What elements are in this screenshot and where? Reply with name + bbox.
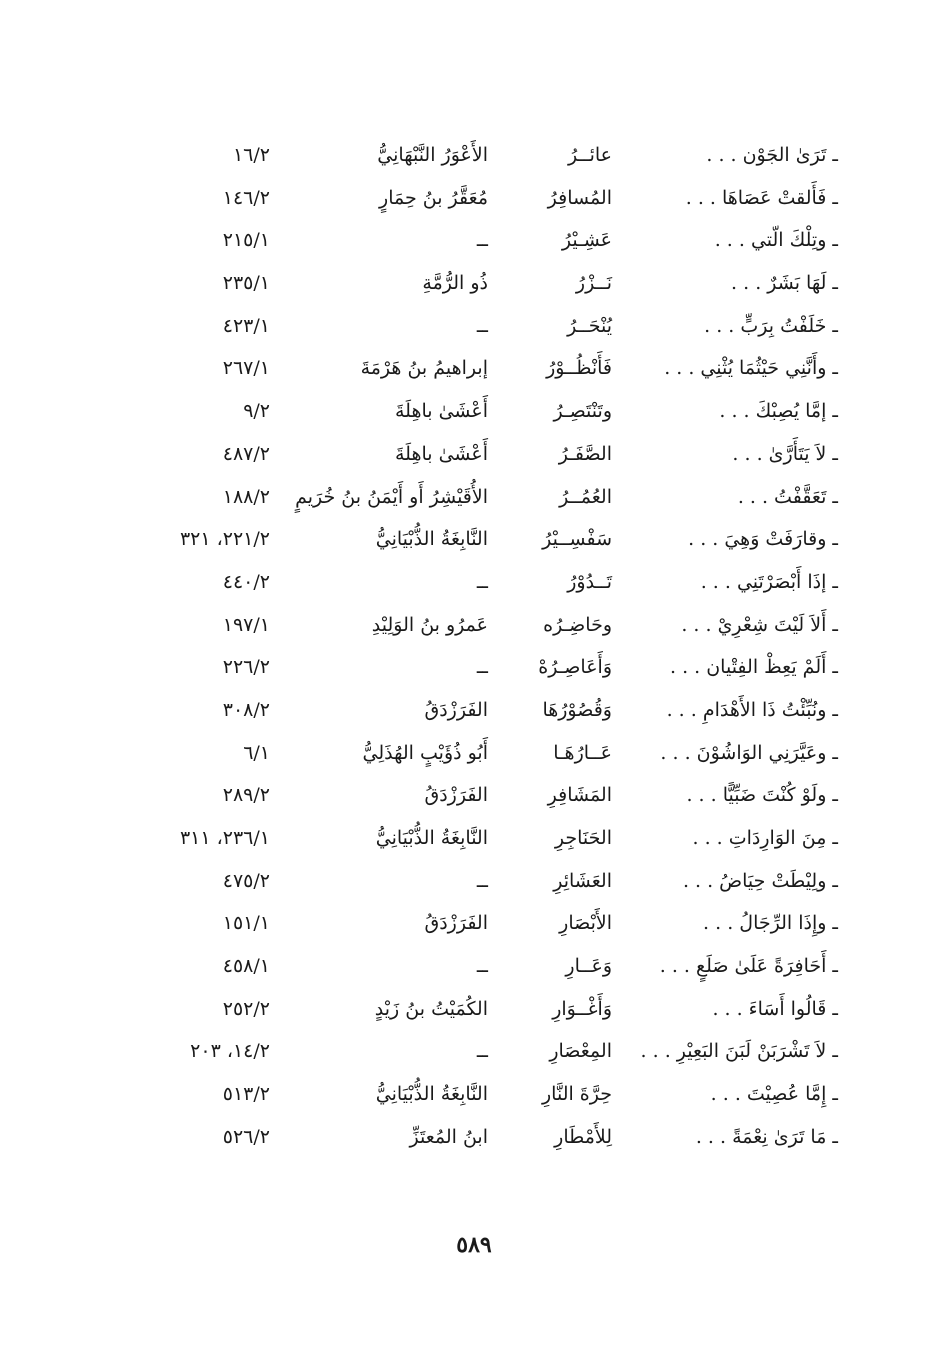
verse-opening: ـ ولِيْطَتْ حِيَاضُ . . . bbox=[682, 869, 838, 892]
index-row bbox=[150, 435, 850, 478]
poet-name: ــ bbox=[476, 656, 488, 679]
rhyme-word: يُنْحَــرُ bbox=[567, 314, 612, 337]
rhyme-word: لِلأَمْطَارِ bbox=[554, 1125, 612, 1148]
page-reference: ٥١٣/٢ bbox=[222, 1083, 270, 1106]
poet-name: ابنُ المُعتَزِّ bbox=[409, 1125, 488, 1148]
page-reference: ١٨٨/٢ bbox=[222, 485, 270, 508]
page-reference: ٢٦٧/١ bbox=[222, 357, 270, 380]
verse-opening: ـ مِنَ الوَارِدَاتِ . . . bbox=[692, 827, 838, 849]
rhyme-word: وَعَــارِ bbox=[565, 955, 612, 978]
verse-opening: ـ مَا تَرَىٰ نِعْمَةً . . . bbox=[695, 1125, 838, 1148]
page-reference: ١٩٧/١ bbox=[222, 613, 270, 636]
poet-name: الأَعْوَرُ النَّبْهَانِيُّ bbox=[377, 144, 488, 166]
poet-name: ــ bbox=[476, 229, 488, 252]
index-row bbox=[150, 1075, 850, 1118]
page-reference: ٤٤٠/٢ bbox=[222, 570, 270, 593]
page-reference: ٢١٥/١ bbox=[222, 229, 270, 252]
page-reference: ١٦/٢ bbox=[232, 144, 270, 166]
poet-name: أَعْشَىٰ باهِلَةَ bbox=[394, 400, 488, 423]
index-row bbox=[150, 947, 850, 990]
verse-opening: ـ إذَا أَبْصَرْتَنِي . . . bbox=[700, 570, 838, 593]
page-reference: ٤٨٧/٢ bbox=[222, 442, 270, 465]
page-reference: ٢٣٥/١ bbox=[222, 272, 270, 295]
index-row bbox=[150, 1118, 850, 1161]
page-reference: ٤٢٣/١ bbox=[222, 314, 270, 337]
poet-name: ــ bbox=[476, 955, 488, 978]
page-number: ٥٨٩ bbox=[456, 1232, 492, 1258]
index-row bbox=[150, 691, 850, 734]
poet-name: عَمرُو بنُ الوَلِيْدِ bbox=[371, 613, 488, 636]
page-reference: ٤٧٥/٢ bbox=[222, 869, 270, 892]
rhyme-word: الأَبْصَارِ bbox=[559, 912, 612, 935]
page-reference: ٢٢١/٢، ٣٢١ bbox=[179, 528, 270, 551]
index-row bbox=[150, 990, 850, 1033]
poet-name: الفَرَزْدَقُ bbox=[424, 784, 488, 807]
rhyme-word: تَــدُوْرُ bbox=[567, 570, 612, 593]
rhyme-word: العَشَائِرِ bbox=[553, 869, 612, 892]
poet-name: مُعَقَّرُ بنُ حِمَارٍ bbox=[379, 186, 488, 209]
poet-name: ــ bbox=[476, 570, 488, 593]
index-row bbox=[150, 648, 850, 691]
page-reference: ١٤/٢، ٢٠٣ bbox=[190, 1040, 270, 1063]
poet-name: ــ bbox=[476, 869, 488, 892]
verse-opening: ـ أَحَافِرَةً عَلَىٰ صَلَعٍ . . . bbox=[659, 955, 838, 978]
index-row bbox=[150, 264, 850, 307]
rhyme-word: وَقُصُوْرُهَا bbox=[542, 698, 612, 721]
poet-name: النَّابِغَةُ الذُّبْيَانِيُّ bbox=[375, 1083, 488, 1106]
poet-name: الفَرَزْدَقُ bbox=[424, 912, 488, 935]
page-reference: ٢٥٢/٢ bbox=[222, 997, 270, 1020]
verse-opening: ـ وأَنَّنِي حَيْثُمَا يُثْنِي . . . bbox=[664, 357, 838, 380]
page-reference: ٣٠٨/٢ bbox=[222, 698, 270, 721]
rhyme-word: المَشَافِرِ bbox=[547, 784, 612, 807]
verse-opening: ـ تَرَىٰ الجَوْن . . . bbox=[706, 144, 838, 166]
index-row bbox=[150, 136, 850, 179]
rhyme-word: نَــزْرُ bbox=[575, 272, 612, 295]
rhyme-word: عَــارُهَـا bbox=[553, 741, 612, 764]
rhyme-word: فَأَنْظُــوْرُ bbox=[546, 357, 612, 380]
verse-opening: ـ إمَّا يُصِبْكَ . . . bbox=[719, 400, 838, 423]
rhyme-word: عَشِـيْرُ bbox=[561, 229, 612, 252]
index-row bbox=[150, 904, 850, 947]
index-row bbox=[150, 179, 850, 222]
rhyme-word: وَأَعَاصِـرُهْ bbox=[538, 656, 612, 679]
index-row bbox=[150, 819, 850, 862]
page-reference: ٢٨٩/٢ bbox=[222, 784, 270, 807]
verse-opening: ـ ولَوْ كُنْتَ ضَبِّيًّا . . . bbox=[686, 784, 838, 807]
index-row bbox=[150, 520, 850, 563]
rhyme-word: وحَاضِـرُه bbox=[543, 613, 612, 636]
page-reference: ٢٣٦/١، ٣١١ bbox=[179, 827, 270, 849]
verse-opening: ـ أَلَمْ يَعِظْ الفِتْيان . . . bbox=[669, 656, 838, 679]
poet-name: ذُو الرُّمَّةِ bbox=[422, 272, 488, 295]
index-row bbox=[150, 776, 850, 819]
page-reference: ٩/٢ bbox=[243, 400, 270, 423]
poet-name: الكُمَيْتُ بنُ زَيْدٍ bbox=[374, 997, 488, 1020]
index-row bbox=[150, 862, 850, 905]
rhyme-word: الصَّفَـرُ bbox=[558, 442, 612, 465]
index-row bbox=[150, 392, 850, 435]
poet-name: النَّابِغَةُ الذُّبْيَانِيُّ bbox=[375, 528, 488, 551]
verse-opening: ـ لاَ تَشْرَبَنْ لَبَنَ البَعِيْرِ . . . bbox=[640, 1040, 838, 1063]
page-reference: ١٤٦/٢ bbox=[222, 186, 270, 209]
verse-opening: ـ تَعَقَّفْتُ . . . bbox=[737, 485, 838, 508]
page-reference: ٦/١ bbox=[243, 741, 270, 764]
verse-opening: ـ وإِذَا الرِّجَالُ . . . bbox=[703, 912, 838, 935]
page-reference: ٥٢٦/٢ bbox=[222, 1125, 270, 1148]
poet-name: أَبُو ذُؤَيْبٍ الهُذَلِيُّ bbox=[362, 741, 488, 764]
poet-name: الأُقَيْشِرُ أَو أَيْمَنُ بنُ خُرَيمٍ bbox=[295, 485, 488, 508]
rhyme-word: المِعْصَارِ bbox=[549, 1040, 612, 1063]
index-row bbox=[150, 1032, 850, 1075]
verse-index-table bbox=[150, 136, 850, 1161]
verse-opening: ـ وعَيَّرَنِي الوَاشُوْنَ . . . bbox=[660, 741, 838, 764]
page-reference: ٢٢٦/٢ bbox=[222, 656, 270, 679]
poet-name: ــ bbox=[476, 1040, 488, 1063]
verse-opening: ـ إِمَّا عُصِيْتَ . . . bbox=[710, 1083, 838, 1106]
poet-name: أَعْشَىٰ باهِلَةَ bbox=[394, 442, 488, 465]
verse-opening: ـ قَالُوا أَسَاءَ . . . bbox=[712, 997, 838, 1020]
index-row bbox=[150, 349, 850, 392]
verse-opening: ـ لاَ يَتَأَرَّىٰ . . . bbox=[732, 442, 838, 465]
index-row bbox=[150, 307, 850, 350]
poet-name: النَّابِغَةُ الذُّبْيَانِيُّ bbox=[375, 827, 488, 849]
rhyme-word: المُسافِرُ bbox=[547, 186, 612, 209]
rhyme-word: وَأَغْــوَارِ bbox=[552, 997, 612, 1020]
index-row bbox=[150, 221, 850, 264]
verse-opening: ـ أَلاَ لَيْتَ شِعْرِيْ . . . bbox=[681, 613, 838, 636]
rhyme-word: العُمُــرُ bbox=[559, 485, 612, 508]
verse-opening: ـ خَلَفْتُ بِرَبٍّ . . . bbox=[704, 314, 838, 337]
index-row bbox=[150, 606, 850, 649]
index-row bbox=[150, 734, 850, 777]
page-reference: ١٥١/١ bbox=[222, 912, 270, 935]
verse-opening: ـ وتِلْكَ الّتي . . . bbox=[714, 229, 838, 252]
page-reference: ٤٥٨/١ bbox=[222, 955, 270, 978]
rhyme-word: الحَنَاجِرِ bbox=[554, 827, 612, 849]
verse-opening: ـ وقارَفَتْ وَهِيَ . . . bbox=[688, 528, 838, 551]
verse-opening: ـ فَأَلقتْ عَصَاهَا . . . bbox=[685, 186, 838, 209]
verse-opening: ـ ونُبِّئْتُ ذَا الأَهْدَامِ . . . bbox=[666, 698, 838, 721]
rhyme-word: وتَنْتَصِـرُ bbox=[553, 400, 612, 423]
poet-name: ــ bbox=[476, 314, 488, 337]
rhyme-word: عائــرُ bbox=[567, 144, 612, 166]
rhyme-word: حِرَّةَ النَّارِ bbox=[542, 1083, 612, 1106]
poet-name: الفَرَزْدَقُ bbox=[424, 698, 488, 721]
poet-name: إبراهيمُ بنُ هَرْمَةَ bbox=[360, 357, 488, 380]
rhyme-word: سَفْسِــيْرُ bbox=[542, 528, 612, 551]
verse-opening: ـ لَهَا بَشَرٌ . . . bbox=[731, 272, 838, 295]
index-row bbox=[150, 563, 850, 606]
index-row bbox=[150, 478, 850, 521]
